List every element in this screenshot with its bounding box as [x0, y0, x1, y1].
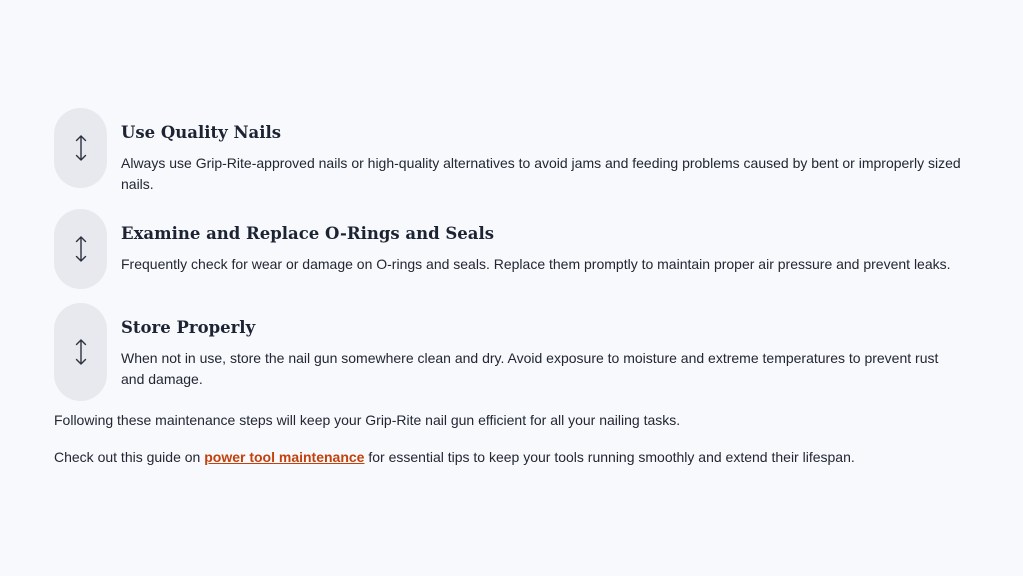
tip-title: Examine and Replace O-Rings and Seals	[121, 224, 495, 243]
tip-icon-container	[54, 209, 107, 289]
tip-description: Always use Grip-Rite-approved nails or high-quality alternatives to avoid jams and feeding problems caused by bent or improperly sized nails.	[121, 155, 961, 192]
vertical-double-arrow-icon	[74, 135, 88, 161]
tip-item	[54, 209, 974, 289]
vertical-double-arrow-icon	[74, 339, 88, 365]
tip-content	[121, 209, 951, 275]
tip-title: Store Properly	[121, 318, 256, 337]
tip-content	[121, 108, 961, 195]
tip-description: When not in use, store the nail gun somewhere clean and dry. Avoid exposure to moisture and extreme temperatures to prevent rust and damage.	[121, 350, 939, 387]
tip-item	[54, 108, 974, 195]
tip-content	[121, 303, 961, 390]
tip-item	[54, 303, 974, 401]
summary-paragraph: Following these maintenance steps will keep your Grip-Rite nail gun efficient for all your nailing tasks.	[54, 412, 681, 428]
tip-icon-container	[54, 108, 107, 188]
guide-suffix: for essential tips to keep your tools running smoothly and extend their lifespan.	[364, 449, 855, 465]
power-tool-maintenance-link[interactable]: power tool maintenance	[204, 449, 365, 465]
tip-description: Frequently check for wear or damage on O-rings and seals. Replace them promptly to maintain proper air pressure and prevent leaks.	[121, 256, 951, 272]
tip-title: Use Quality Nails	[121, 123, 282, 142]
tips-list	[54, 108, 974, 415]
tip-icon-container	[54, 303, 107, 401]
guide-paragraph	[54, 447, 855, 467]
guide-prefix: Check out this guide on	[54, 449, 205, 465]
vertical-double-arrow-icon	[74, 236, 88, 262]
